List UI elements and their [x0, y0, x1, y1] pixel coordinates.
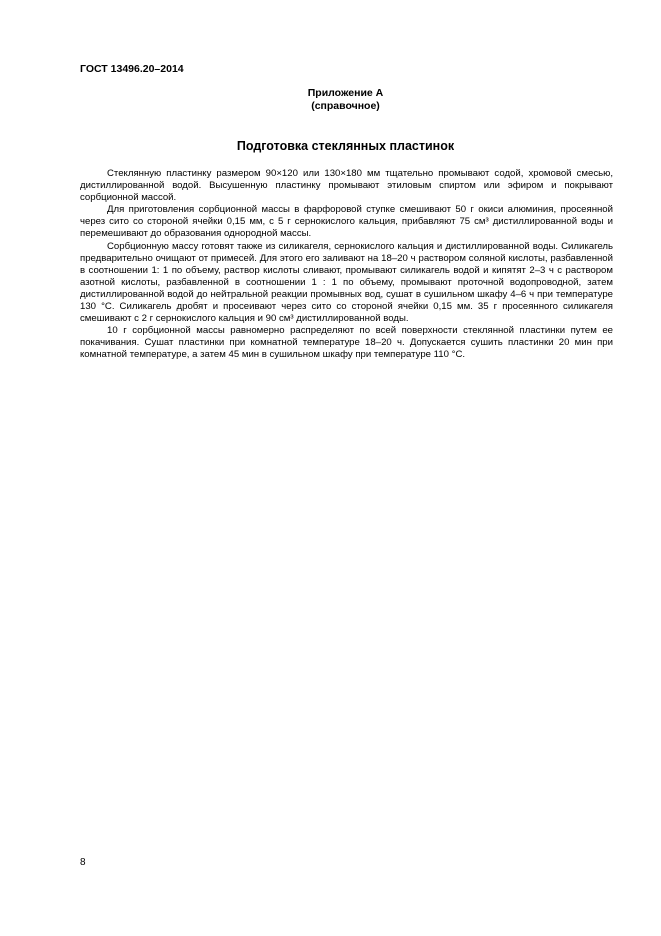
- paragraph: Стеклянную пластинку размером 90×120 или 130×180 мм тщательно промывают содой, хромовой смесью, дистиллированной водой. Высушенную пластинку промывают этиловым спиртом или эфиром и покрывают сорбционной массой.: [80, 168, 613, 204]
- paragraph: 10 г сорбционной массы равномерно распределяют по всей поверхности стеклянной пластинки путем ее покачивания. Сушат пластинки при комнатной температуре 18–20 ч. Допускается сушить пластинки 20 мин при комнатной температуре, а затем 45 мин в сушильном шкафу при температуре 110 °С.: [80, 325, 613, 361]
- paragraph: Сорбционную массу готовят также из силикагеля, сернокислого кальция и дистиллированной воды. Силикагель предварительно очищают от примесей. Для этого его заливают на 18–20 ч раствором соляной кислоты, разбавленной в соотношении 1: 1 по объему, раствор кислоты сливают, промывают силикагель водой и кипятят 2–3 ч с раствором азотной кислоты, разбавленной в соотношении 1 : 1 по объему, промывают проточной водопроводной, затем дистиллированной водой до нейтральной реакции промывных вод, сушат в сушильном шкафу 4–6 ч при температуре 130 °С. Силикагель дробят и просеивают через сито со стороной ячейки 0,15 мм. 35 г просеянного силикагеля смешивают с 2 г сернокислого кальция и 90 см³ дистиллированной воды.: [80, 240, 613, 325]
- appendix-subtitle: (справочное): [311, 100, 380, 112]
- section-title: Подготовка стеклянных пластинок: [236, 139, 455, 153]
- paragraph: Для приготовления сорбционной массы в фарфоровой ступке смешивают 50 г окиси алюминия, просеянной через сито со стороной ячейки 0,15 мм, с 5 г сернокислого кальция, прибавляют 75 см³ дистиллированной воды и перемешивают до образования однородной массы.: [80, 204, 613, 240]
- appendix-heading: [80, 87, 611, 113]
- document-code: ГОСТ 13496.20–2014: [80, 63, 184, 75]
- page-number: 8: [80, 857, 86, 868]
- body-text: [80, 168, 613, 362]
- appendix-title: Приложение А: [307, 87, 384, 99]
